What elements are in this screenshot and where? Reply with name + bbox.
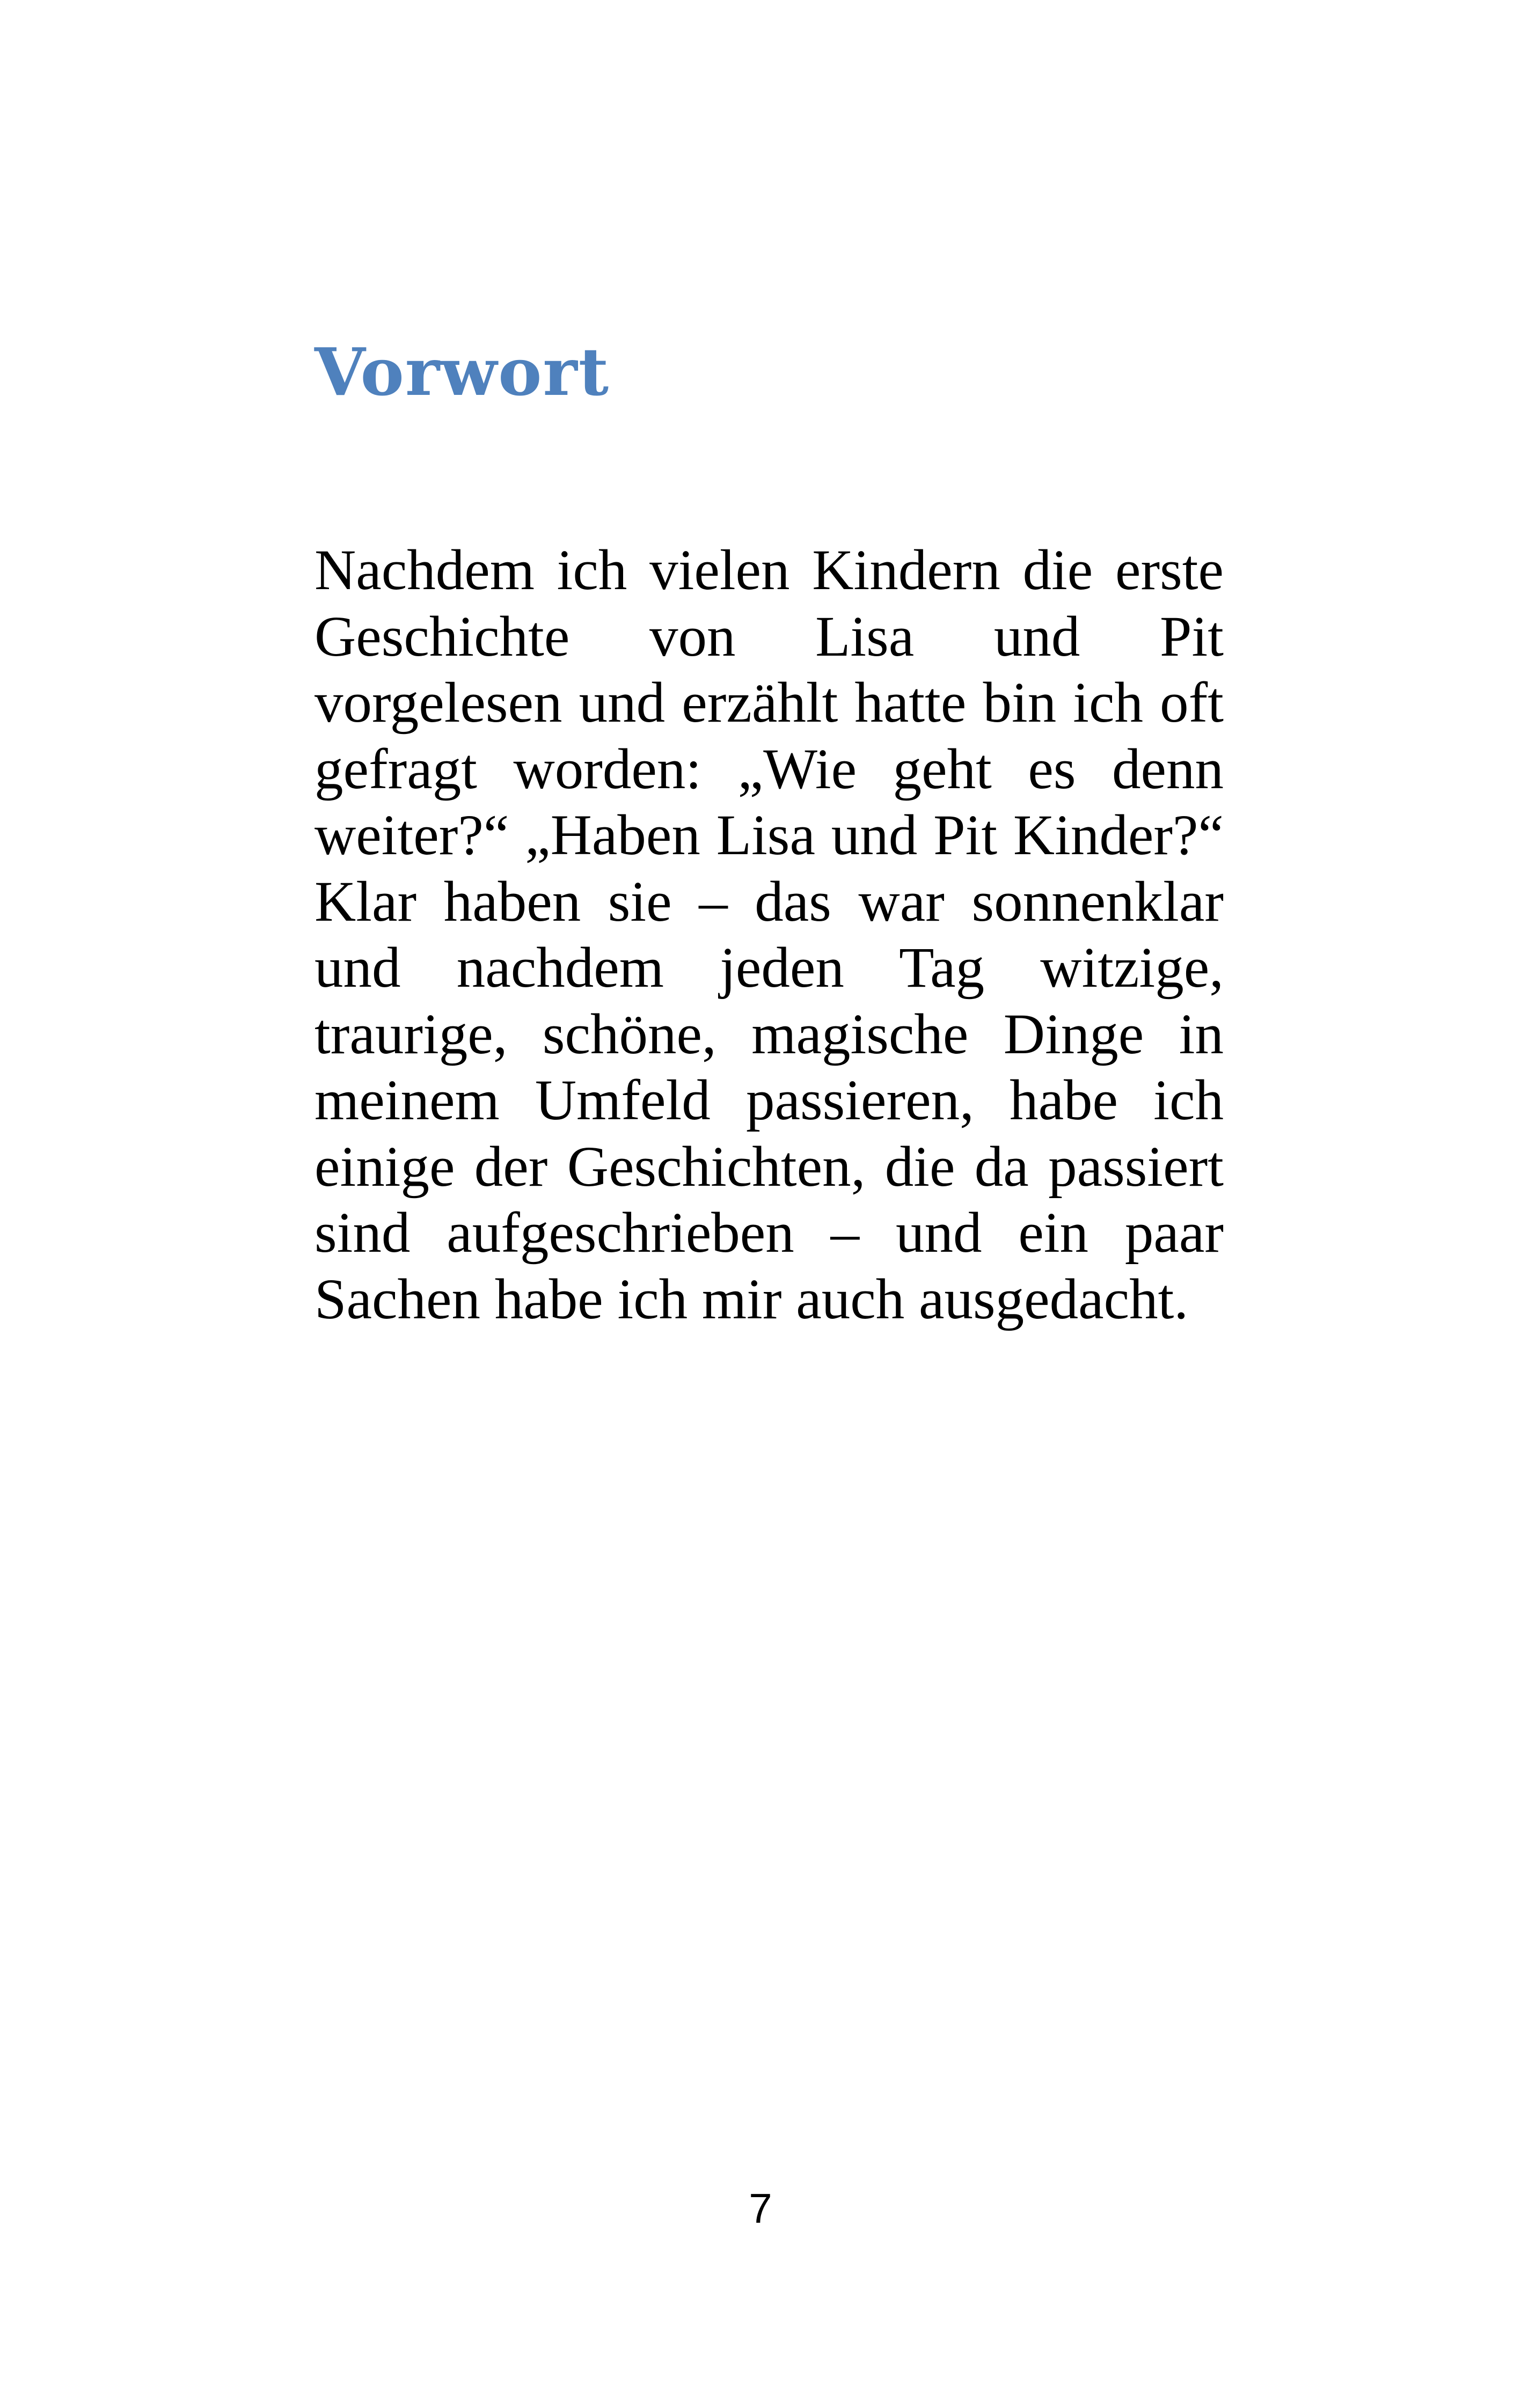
page-number: 7	[749, 2185, 772, 2232]
page-title: Vorwort	[315, 333, 610, 410]
body-paragraph: Nachdem ich vielen Kindern die erste Geschichte von Lisa und Pit vorgelesen und erzählt hatte bin ich oft gefragt worden: „Wie geht es denn weiter?“ „Haben Lisa und Pit Kinder?“ Klar haben sie – das war sonnenklar und nachdem jeden Tag witzige, traurige, schöne, magische Dinge in meinem Umfeld passieren, habe ich einige der Geschichten, die da passiert sind aufgeschrieben – und ein paar Sachen habe ich mir auch ausgedacht.	[315, 539, 1224, 1331]
